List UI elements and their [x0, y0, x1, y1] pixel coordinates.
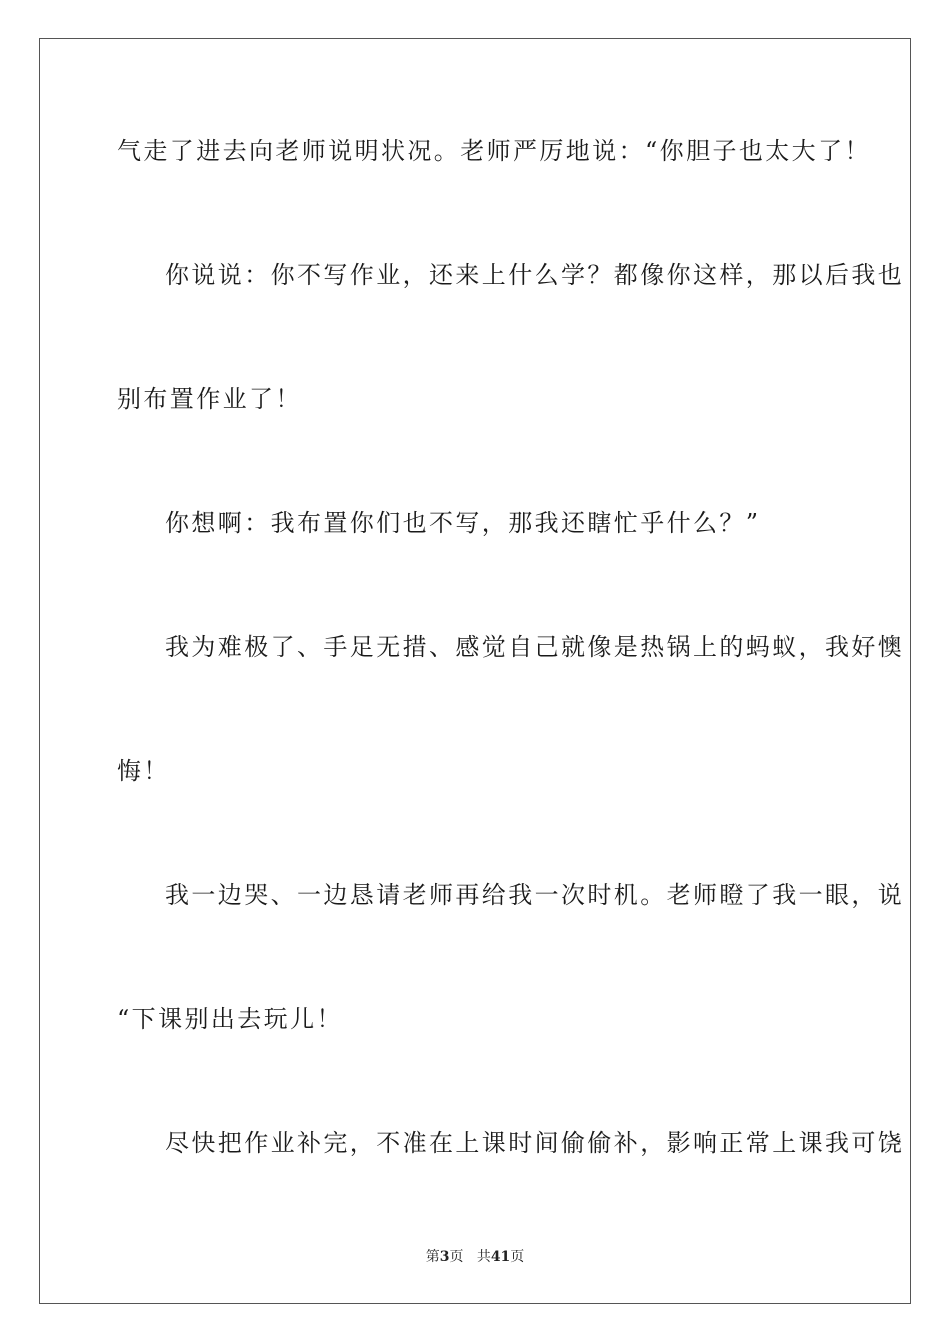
text-line-4: 你想啊：我布置你们也不写，那我还瞎忙乎什么？” [165, 509, 761, 537]
text-line-8: “下课别出去玩儿！ [117, 1005, 343, 1033]
page-frame [39, 38, 911, 1304]
footer-total-prefix: 共 [476, 1249, 491, 1265]
text-line-5: 我为难极了、手足无措、感觉自己就像是热锅上的蚂蚁，我好懊 [165, 633, 905, 661]
text-line-3: 别布置作业了！ [117, 385, 302, 413]
text-line-6: 悔！ [117, 757, 170, 785]
text-line-7: 我一边哭、一边恳请老师再给我一次时机。老师瞪了我一眼，说 [165, 881, 905, 909]
total-page-count: 41 [490, 1249, 511, 1265]
footer-page-prefix: 第 [425, 1249, 440, 1265]
text-line-1: 气走了进去向老师说明状况。老师严厉地说：“你胆子也太大了！ [117, 137, 871, 165]
text-line-9: 尽快把作业补完，不准在上课时间偷偷补，影响正常上课我可饶 [165, 1129, 905, 1157]
footer-page-suffix: 页 [449, 1249, 464, 1265]
text-line-2: 你说说：你不写作业，还来上什么学？都像你这样，那以后我也 [165, 261, 905, 289]
current-page-number: 3 [439, 1249, 450, 1265]
page-footer [0, 1248, 950, 1266]
footer-total-suffix: 页 [510, 1249, 525, 1265]
